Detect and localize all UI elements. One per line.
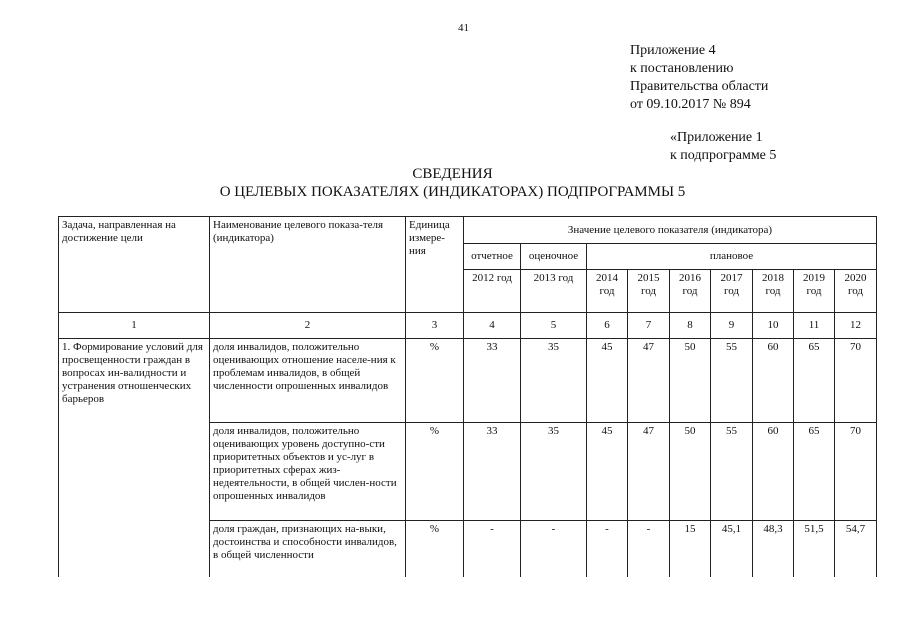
column-number-row bbox=[59, 313, 877, 339]
value-cell: 65 bbox=[794, 339, 835, 423]
value-cell: 60 bbox=[753, 423, 794, 521]
indicator-cell: доля инвалидов, положительно оценивающих уровень доступно-сти приоритетных объектов и ус-луг в приоритетных сферах жиз-недеятельности, в общей числен-ности опрошенных инвалидов bbox=[210, 423, 406, 521]
value-cell: - bbox=[628, 521, 670, 577]
value-cell: 45 bbox=[587, 423, 628, 521]
header-year-2013: 2013 год bbox=[521, 270, 587, 313]
indicator-cell: доля инвалидов, положительно оценивающих отношение населе-ния к проблемам инвалидов, в общей численности опрошенных инвалидов bbox=[210, 339, 406, 423]
value-cell: 50 bbox=[670, 423, 711, 521]
header-value-group: Значение целевого показателя (индикатора) bbox=[464, 217, 877, 244]
appendix-line: Приложение 4 bbox=[630, 43, 716, 58]
column-number: 5 bbox=[521, 313, 587, 339]
document-subtitle: О ЦЕЛЕВЫХ ПОКАЗАТЕЛЯХ (ИНДИКАТОРАХ) ПОДПРОГРАММЫ 5 bbox=[219, 184, 686, 200]
header-year-2017: 2017 год bbox=[711, 270, 753, 313]
appendix-reference bbox=[630, 42, 768, 114]
column-number: 3 bbox=[406, 313, 464, 339]
column-number: 12 bbox=[835, 313, 877, 339]
task-cell: 1. Формирование условий для просвещенности граждан в вопросах ин-валидности и устранения отношенческих барьеров bbox=[59, 339, 210, 577]
value-cell: - bbox=[521, 521, 587, 577]
value-cell: 48,3 bbox=[753, 521, 794, 577]
value-cell: 50 bbox=[670, 339, 711, 423]
header-year-2019: 2019 год bbox=[794, 270, 835, 313]
appendix-line: Правительства области bbox=[630, 79, 769, 94]
value-cell: 65 bbox=[794, 423, 835, 521]
document-title: СВЕДЕНИЯ bbox=[412, 166, 493, 182]
value-cell: 35 bbox=[521, 339, 587, 423]
column-number: 8 bbox=[670, 313, 711, 339]
header-estimated: оценочное bbox=[521, 244, 587, 270]
value-cell: 45 bbox=[587, 339, 628, 423]
value-cell: 35 bbox=[521, 423, 587, 521]
column-number: 11 bbox=[794, 313, 835, 339]
header-planned: плановое bbox=[587, 244, 877, 270]
appendix-subprogram-reference bbox=[670, 129, 776, 165]
appendix-line: «Приложение 1 bbox=[670, 130, 763, 145]
header-year-2016: 2016 год bbox=[670, 270, 711, 313]
unit-cell: % bbox=[406, 339, 464, 423]
header-indicator: Наименование целевого показа-теля (индикатора) bbox=[210, 217, 406, 313]
header-year-2012: 2012 год bbox=[464, 270, 521, 313]
indicators-table bbox=[58, 216, 877, 577]
unit-cell: % bbox=[406, 521, 464, 577]
value-cell: 15 bbox=[670, 521, 711, 577]
unit-cell: % bbox=[406, 423, 464, 521]
value-cell: 55 bbox=[711, 339, 753, 423]
header-year-2015: 2015 год bbox=[628, 270, 670, 313]
value-cell: 47 bbox=[628, 339, 670, 423]
appendix-line: от 09.10.2017 № 894 bbox=[630, 97, 751, 112]
header-reporting: отчетное bbox=[464, 244, 521, 270]
value-cell: - bbox=[587, 521, 628, 577]
appendix-line: к подпрограмме 5 bbox=[670, 148, 777, 163]
header-unit: Единица измере-ния bbox=[406, 217, 464, 313]
page-number: 41 bbox=[458, 22, 469, 34]
value-cell: 45,1 bbox=[711, 521, 753, 577]
column-number: 6 bbox=[587, 313, 628, 339]
header-task: Задача, направленная на достижение цели bbox=[59, 217, 210, 313]
column-number: 4 bbox=[464, 313, 521, 339]
header-year-2020: 2020 год bbox=[835, 270, 877, 313]
header-year-2018: 2018 год bbox=[753, 270, 794, 313]
column-number: 1 bbox=[59, 313, 210, 339]
header-year-2014: 2014 год bbox=[587, 270, 628, 313]
value-cell: 33 bbox=[464, 423, 521, 521]
column-number: 10 bbox=[753, 313, 794, 339]
value-cell: - bbox=[464, 521, 521, 577]
value-cell: 55 bbox=[711, 423, 753, 521]
table-row bbox=[59, 339, 877, 423]
value-cell: 70 bbox=[835, 423, 877, 521]
value-cell: 70 bbox=[835, 339, 877, 423]
appendix-line: к постановлению bbox=[630, 61, 734, 76]
value-cell: 60 bbox=[753, 339, 794, 423]
value-cell: 33 bbox=[464, 339, 521, 423]
value-cell: 47 bbox=[628, 423, 670, 521]
column-number: 2 bbox=[210, 313, 406, 339]
column-number: 9 bbox=[711, 313, 753, 339]
indicator-cell: доля граждан, признающих на-выки, достоинства и способности инвалидов, в общей численности bbox=[210, 521, 406, 577]
column-number: 7 bbox=[628, 313, 670, 339]
value-cell: 54,7 bbox=[835, 521, 877, 577]
value-cell: 51,5 bbox=[794, 521, 835, 577]
